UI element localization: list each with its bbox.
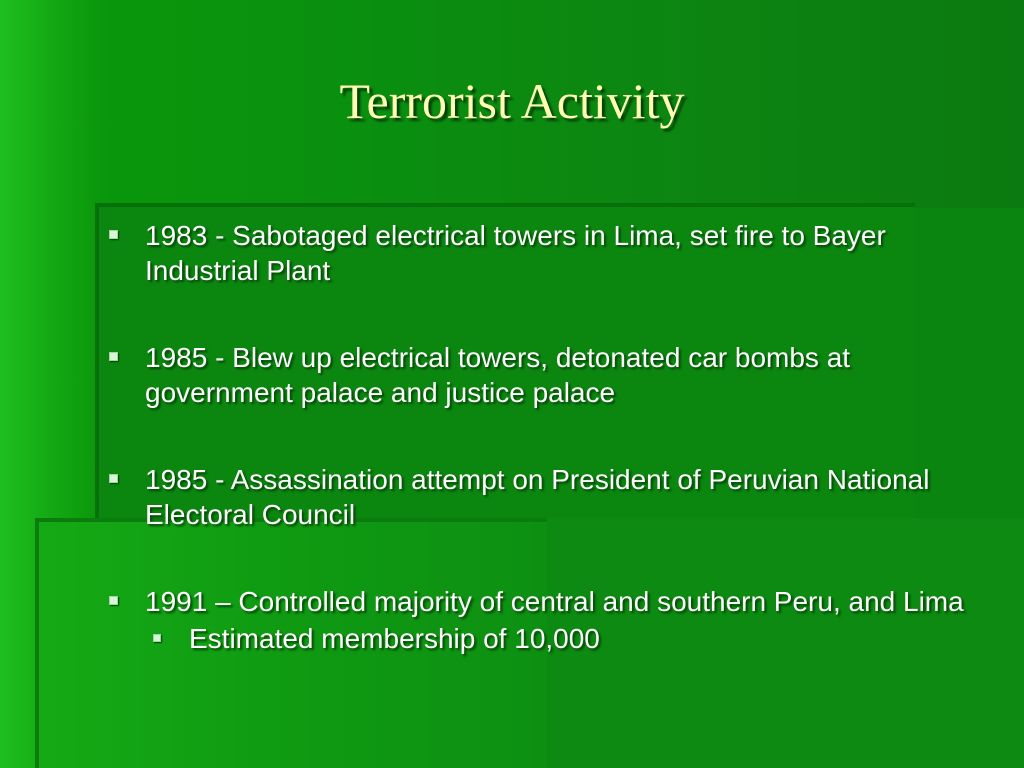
bullet-item (108, 584, 978, 656)
slide-body (108, 218, 978, 656)
slide-title: Terrorist Activity (339, 73, 685, 129)
sub-bullet-text: Estimated membership of 10,000 (189, 623, 600, 654)
bullet-text: 1991 – Controlled majority of central and southern Peru, and Lima (145, 586, 964, 617)
square-bullet-icon (109, 474, 118, 483)
background-panel-top-edge (95, 203, 915, 207)
bullet-item (108, 462, 978, 532)
bullet-text: 1985 - Assassination attempt on President of Peruvian National Electoral Council (145, 464, 930, 530)
bullet-text: 1983 - Sabotaged electrical towers in Lima, set fire to Bayer Industrial Plant (145, 220, 886, 286)
square-bullet-icon (109, 596, 118, 605)
square-bullet-icon (109, 352, 118, 361)
square-bullet-icon (153, 634, 161, 642)
sub-bullet-item (145, 621, 978, 656)
square-bullet-icon (109, 230, 118, 239)
background-panel-bottom-left-edge (35, 518, 39, 768)
bullet-item (108, 340, 978, 410)
bullet-text: 1985 - Blew up electrical towers, detonated car bombs at government palace and justice palace (145, 342, 851, 408)
bullet-item (108, 218, 978, 288)
background-panel-top-left-edge (95, 203, 99, 523)
